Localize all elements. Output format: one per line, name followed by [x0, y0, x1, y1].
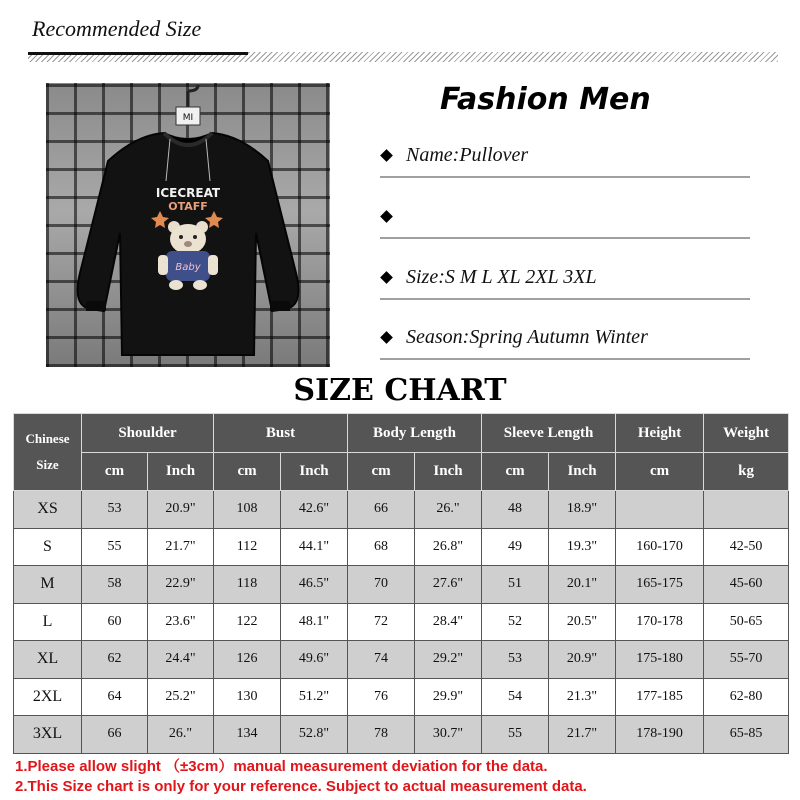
table-row: [14, 491, 789, 529]
table-cell: 24.4": [148, 641, 214, 679]
diamond-bullet-icon: [380, 149, 393, 162]
table-cell: 45-60: [704, 566, 789, 604]
table-cell: 20.5": [549, 603, 616, 641]
note-reference: 2.This Size chart is only for your reference. Subject to actual measurement data.: [15, 778, 587, 795]
table-cell: 26.8": [415, 528, 482, 566]
unit-header: cm: [348, 453, 415, 491]
unit-header: cm: [82, 453, 148, 491]
table-cell: 48.1": [281, 603, 348, 641]
table-cell: 21.7": [148, 528, 214, 566]
table-cell: 76: [348, 678, 415, 716]
table-cell: 178-190: [616, 716, 704, 754]
size-label-cell: M: [14, 566, 82, 604]
unit-header: cm: [616, 453, 704, 491]
size-label-cell: S: [14, 528, 82, 566]
table-cell: 66: [348, 491, 415, 529]
table-cell: 70: [348, 566, 415, 604]
print-text-line2: OTAFF: [168, 200, 208, 213]
unit-header: cm: [214, 453, 281, 491]
table-cell: 55-70: [704, 641, 789, 679]
table-cell: 65-85: [704, 716, 789, 754]
table-cell: 58: [82, 566, 148, 604]
table-cell: 64: [82, 678, 148, 716]
table-cell: 60: [82, 603, 148, 641]
table-cell: 175-180: [616, 641, 704, 679]
print-text-line1: ICECREAT: [155, 186, 221, 200]
print-badge-text: Baby: [175, 262, 201, 273]
header-sleeve-length: Sleeve Length: [482, 414, 616, 453]
table-cell: 54: [482, 678, 549, 716]
table-cell: 72: [348, 603, 415, 641]
table-cell: 48: [482, 491, 549, 529]
table-cell: 55: [82, 528, 148, 566]
table-cell: 21.3": [549, 678, 616, 716]
table-cell: 108: [214, 491, 281, 529]
table-cell: 134: [214, 716, 281, 754]
table-cell: [616, 491, 704, 529]
table-cell: 51.2": [281, 678, 348, 716]
unit-header: Inch: [415, 453, 482, 491]
table-cell: 52.8": [281, 716, 348, 754]
size-label-cell: XL: [14, 641, 82, 679]
table-row: [14, 603, 789, 641]
brand-title: Fashion Men: [440, 82, 651, 117]
table-cell: 62: [82, 641, 148, 679]
table-cell: 122: [214, 603, 281, 641]
unit-header: kg: [704, 453, 789, 491]
heading-divider: [28, 52, 778, 62]
header-weight: Weight: [704, 414, 789, 453]
table-cell: 49: [482, 528, 549, 566]
table-cell: 29.2": [415, 641, 482, 679]
table-cell: 177-185: [616, 678, 704, 716]
table-cell: 25.2": [148, 678, 214, 716]
table-cell: 50-65: [704, 603, 789, 641]
spec-text: Season:Spring Autumn Winter: [406, 326, 648, 348]
table-cell: 30.7": [415, 716, 482, 754]
header-shoulder: Shoulder: [82, 414, 214, 453]
table-cell: 112: [214, 528, 281, 566]
table-row: [14, 716, 789, 754]
table-cell: 20.1": [549, 566, 616, 604]
table-cell: 118: [214, 566, 281, 604]
size-label-cell: XS: [14, 491, 82, 529]
table-row: [14, 566, 789, 604]
table-cell: 62-80: [704, 678, 789, 716]
table-cell: 29.9": [415, 678, 482, 716]
table-cell: 78: [348, 716, 415, 754]
table-cell: 46.5": [281, 566, 348, 604]
table-row: [14, 678, 789, 716]
table-cell: 21.7": [549, 716, 616, 754]
table-cell: 20.9": [549, 641, 616, 679]
diamond-bullet-icon: [380, 210, 393, 223]
size-chart-table: [13, 413, 789, 754]
table-cell: 44.1": [281, 528, 348, 566]
size-label-cell: L: [14, 603, 82, 641]
spec-row-name: [380, 142, 750, 178]
table-cell: 51: [482, 566, 549, 604]
table-cell: 130: [214, 678, 281, 716]
table-cell: 53: [82, 491, 148, 529]
table-cell: 52: [482, 603, 549, 641]
table-cell: 26.": [148, 716, 214, 754]
table-cell: 19.3": [549, 528, 616, 566]
spec-text: Name:Pullover: [406, 144, 529, 166]
table-cell: 160-170: [616, 528, 704, 566]
table-cell: 126: [214, 641, 281, 679]
spec-row-empty: [380, 203, 750, 239]
table-cell: 18.9": [549, 491, 616, 529]
size-chart-title: SIZE CHART: [293, 373, 507, 408]
table-cell: 27.6": [415, 566, 482, 604]
size-label-cell: 2XL: [14, 678, 82, 716]
diamond-bullet-icon: [380, 271, 393, 284]
unit-header: Inch: [549, 453, 616, 491]
table-cell: 66: [82, 716, 148, 754]
hanger-tag-text: MI: [182, 113, 194, 123]
table-cell: 28.4": [415, 603, 482, 641]
table-row: [14, 528, 789, 566]
note-deviation: 1.Please allow slight （±3cm）manual measurement deviation for the data.: [15, 758, 548, 775]
product-photo: [46, 83, 330, 367]
spec-row-size: [380, 264, 750, 300]
page-heading: Recommended Size: [32, 16, 202, 41]
table-cell: 55: [482, 716, 549, 754]
table-row: [14, 641, 789, 679]
header-height: Height: [616, 414, 704, 453]
unit-header: cm: [482, 453, 549, 491]
table-cell: 68: [348, 528, 415, 566]
spec-text: Size:S M L XL 2XL 3XL: [406, 266, 597, 288]
table-cell: 20.9": [148, 491, 214, 529]
header-bust: Bust: [214, 414, 348, 453]
table-cell: 170-178: [616, 603, 704, 641]
diamond-bullet-icon: [380, 331, 393, 344]
unit-header: Inch: [281, 453, 348, 491]
header-body-length: Body Length: [348, 414, 482, 453]
table-cell: 26.": [415, 491, 482, 529]
table-cell: 165-175: [616, 566, 704, 604]
table-cell: 22.9": [148, 566, 214, 604]
table-cell: 49.6": [281, 641, 348, 679]
table-cell: 53: [482, 641, 549, 679]
spec-row-season: [380, 324, 750, 360]
table-cell: 42-50: [704, 528, 789, 566]
unit-header: Inch: [148, 453, 214, 491]
table-cell: [704, 491, 789, 529]
size-label-cell: 3XL: [14, 716, 82, 754]
table-cell: 42.6": [281, 491, 348, 529]
header-chinese-size: Chinese Size: [14, 414, 82, 491]
table-cell: 23.6": [148, 603, 214, 641]
table-cell: 74: [348, 641, 415, 679]
